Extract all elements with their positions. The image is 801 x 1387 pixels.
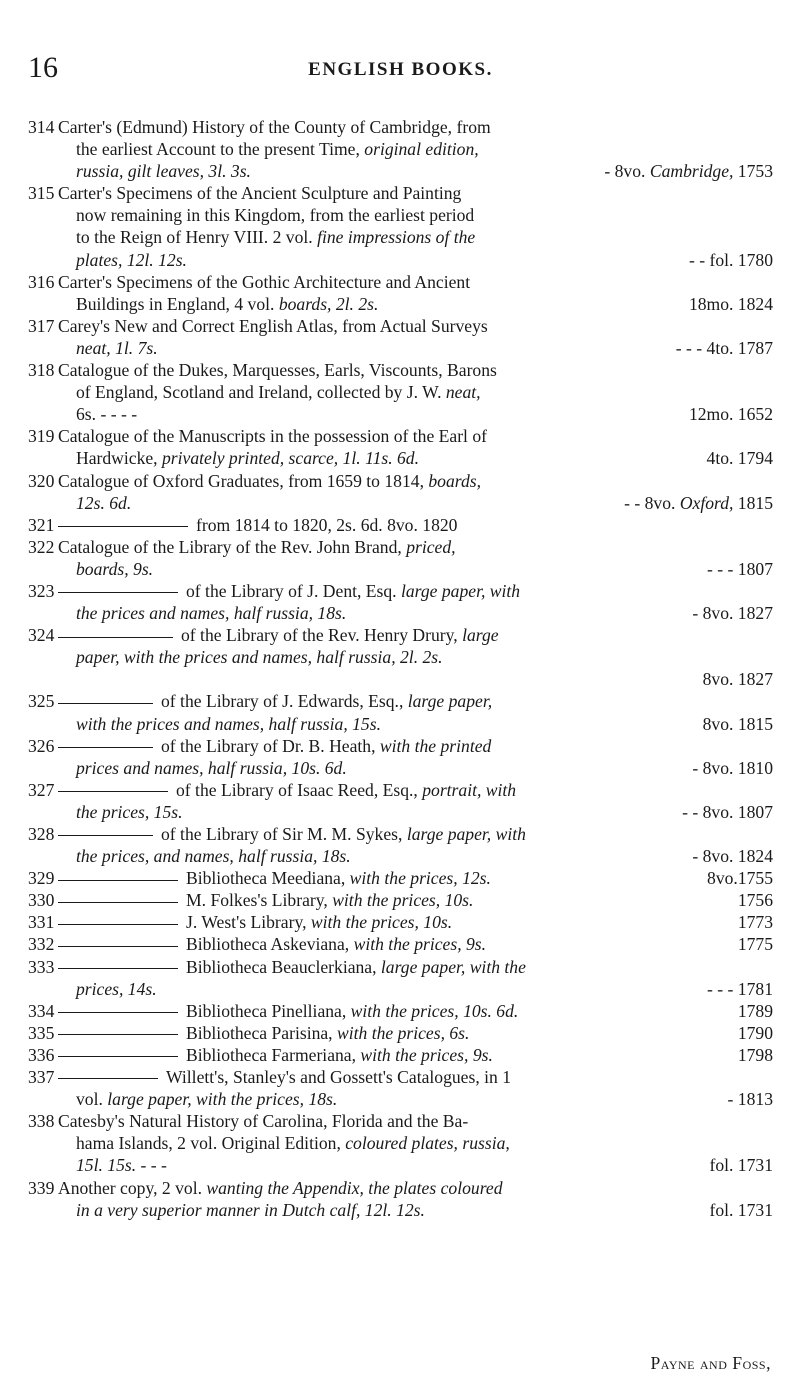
entry-text: Catalogue of the Manuscripts in the possession of the Earl of <box>58 426 488 447</box>
entry-condition: privately printed, scarce, 1l. 11s. 6d. <box>161 448 420 469</box>
entry-year: 1775 <box>737 934 773 955</box>
entry-format: 18mo. 1824 <box>688 293 773 314</box>
entry-number: 317 <box>28 315 55 336</box>
ditto-rule <box>58 1078 158 1079</box>
catalogue-entry <box>28 470 773 514</box>
catalogue-entries <box>28 116 773 1221</box>
entry-place: Cambridge, <box>649 161 734 182</box>
catalogue-entry <box>28 1110 773 1176</box>
entry-condition: fine impressions of the <box>317 227 476 248</box>
entry-number: 314 <box>28 117 55 137</box>
ditto-rule <box>58 924 178 925</box>
ditto-rule <box>58 902 178 903</box>
catalogue-entry <box>28 867 773 889</box>
ditto-rule <box>58 703 153 704</box>
entry-condition: large <box>462 625 499 646</box>
entry-format: fol. 1731 <box>709 1155 773 1176</box>
catalogue-entry <box>28 889 773 911</box>
entry-number: 335 <box>28 1022 55 1043</box>
entry-condition: prices, 14s. <box>76 978 157 999</box>
ditto-rule <box>58 1034 178 1035</box>
entry-text: Catalogue of the Dukes, Marquesses, Earls, Viscounts, Barons <box>58 360 497 381</box>
entry-condition: large paper, with <box>400 580 521 601</box>
entry-year: 1815 <box>733 492 773 513</box>
entry-text: Carter's (Edmund) History of the County of Cambridge, from <box>58 117 491 137</box>
entry-year: 1789 <box>737 1000 773 1021</box>
catalogue-entry <box>28 514 773 536</box>
entry-condition: neat, <box>445 382 481 403</box>
entry-number: 322 <box>28 536 55 557</box>
entry-number: 321 <box>28 514 55 535</box>
entry-format: 8vo. 1827 <box>702 669 773 690</box>
entry-text: Carey's New and Correct English Atlas, from Actual Surveys <box>58 315 488 336</box>
entry-text: - - - <box>140 1155 167 1176</box>
entry-format: 8vo.1755 <box>707 868 773 889</box>
entry-condition: in a very superior manner in Dutch calf, 12l. 12s. <box>76 1199 425 1220</box>
entry-number: 331 <box>28 912 55 933</box>
catalogue-entry <box>28 116 773 182</box>
entry-format: - 8vo. 1824 <box>692 846 773 867</box>
entry-year: 1790 <box>737 1022 773 1043</box>
entry-format: - 8vo. <box>604 161 650 182</box>
entry-text: now remaining in this Kingdom, from the earliest period <box>76 205 475 226</box>
catalogue-entry <box>28 624 773 690</box>
entry-condition: paper, with the prices and names, half russia, 2l. 2s. <box>76 647 443 668</box>
entry-text: M. Folkes's Library, <box>186 890 333 911</box>
entry-format: - - - 1807 <box>707 558 773 579</box>
ditto-rule <box>58 835 153 836</box>
catalogue-entry <box>28 580 773 624</box>
entry-format: - 1813 <box>727 1089 773 1110</box>
catalogue-entry <box>28 956 773 1000</box>
ditto-rule <box>58 592 178 593</box>
entry-number: 327 <box>28 779 55 800</box>
entry-condition: large paper, with <box>406 824 526 844</box>
entry-format: 12mo. 1652 <box>688 404 773 425</box>
ditto-rule <box>58 968 178 969</box>
entry-condition: 15l. 15s. <box>76 1155 137 1176</box>
catalogue-entry <box>28 690 773 734</box>
entry-format: 4to. 1794 <box>706 448 773 469</box>
entry-condition: prices and names, half russia, 10s. 6d. <box>76 757 347 778</box>
entry-condition: portrait, with <box>422 779 517 800</box>
entry-condition: plates, 12l. 12s. <box>76 249 187 270</box>
entry-text: of the Library of Dr. B. Heath, <box>161 735 380 756</box>
entry-format: - - - 1781 <box>707 978 773 999</box>
entry-condition: 12s. 6d. <box>76 492 132 513</box>
entry-text: of the Library of the Rev. Henry Drury, <box>181 625 463 646</box>
entry-year: 1773 <box>737 912 773 933</box>
catalogue-entry <box>28 1044 773 1066</box>
entry-text: the earliest Account to the present Time, <box>76 139 365 160</box>
entry-text: vol. <box>76 1089 108 1110</box>
entry-condition: boards, <box>428 470 482 491</box>
ditto-rule <box>58 791 168 792</box>
ditto-rule <box>58 946 178 947</box>
entry-text: Bibliotheca Parisina, <box>186 1022 337 1043</box>
entry-format: - - 8vo. 1807 <box>682 801 773 822</box>
entry-text: Bibliotheca Askeviana, <box>186 934 354 955</box>
entry-text: Buildings in England, 4 vol. <box>76 293 279 314</box>
catalogue-entry <box>28 271 773 315</box>
entry-year: 1756 <box>737 890 773 911</box>
catalogue-entry <box>28 1000 773 1022</box>
entry-condition: the prices and names, half russia, 18s. <box>76 603 347 624</box>
printer-signature: Payne and Foss, <box>650 1353 771 1373</box>
entry-number: 318 <box>28 360 55 381</box>
ditto-rule <box>58 1012 178 1013</box>
entry-number: 329 <box>28 868 55 889</box>
entry-year: 1798 <box>737 1044 773 1065</box>
running-title: ENGLISH BOOKS. <box>308 59 493 80</box>
entry-condition: coloured plates, russia, <box>345 1133 510 1154</box>
entry-condition: with the prices, 12s. <box>349 868 491 889</box>
entry-text: Carter's Specimens of the Ancient Sculpture and Painting <box>58 183 462 204</box>
entry-text: Catalogue of Oxford Graduates, from 1659 to 1814, <box>58 470 429 491</box>
entry-text: Catalogue of the Library of the Rev. John Brand, <box>58 536 407 557</box>
entry-text: Carter's Specimens of the Gothic Architecture and Ancient <box>58 271 471 292</box>
page-number: 16 <box>28 51 58 84</box>
entry-format: - 8vo. 1827 <box>692 603 773 624</box>
entry-condition: with the printed <box>379 735 492 756</box>
entry-number: 323 <box>28 580 55 601</box>
entry-format: - - fol. 1780 <box>688 249 773 270</box>
entry-text: J. West's Library, <box>186 912 311 933</box>
entry-text: of the Library of Sir M. M. Sykes, <box>161 824 407 844</box>
entry-text: of the Library of Isaac Reed, Esq., <box>176 779 423 800</box>
entry-number: 337 <box>28 1067 55 1088</box>
entry-number: 336 <box>28 1044 55 1065</box>
ditto-rule <box>58 880 178 881</box>
entry-condition: boards, 9s. <box>76 558 154 579</box>
entry-text: Another copy, 2 vol. <box>58 1177 207 1198</box>
entry-condition: russia, gilt leaves, 3l. 3s. <box>76 161 251 182</box>
entry-format: - 8vo. 1810 <box>692 757 773 778</box>
entry-text: to the Reign of Henry VIII. 2 vol. <box>76 227 318 248</box>
catalogue-entry <box>28 1177 773 1221</box>
entry-number: 326 <box>28 735 55 756</box>
entry-condition: large paper, with the prices, 18s. <box>107 1089 338 1110</box>
entry-condition: the prices, 15s. <box>76 801 183 822</box>
entry-condition: priced, <box>406 536 456 557</box>
entry-number: 315 <box>28 183 55 204</box>
entry-number: 324 <box>28 625 55 646</box>
entry-number: 339 <box>28 1177 55 1198</box>
entry-text: Catesby's Natural History of Carolina, Florida and the Ba- <box>58 1111 469 1132</box>
entry-text: from 1814 to 1820, 2s. 6d. 8vo. 1820 <box>196 514 458 535</box>
entry-condition: with the prices, 10s. <box>310 912 453 933</box>
entry-text: of the Library of J. Edwards, Esq., <box>161 691 408 712</box>
entry-number: 333 <box>28 956 55 977</box>
catalogue-entry <box>28 359 773 425</box>
ditto-rule <box>58 1056 178 1057</box>
entry-number: 334 <box>28 1000 55 1021</box>
entry-year: 1753 <box>733 161 773 182</box>
catalogue-entry <box>28 536 773 580</box>
entry-condition: with the prices, 9s. <box>353 934 487 955</box>
entry-condition: with the prices, 10s. 6d. <box>350 1000 519 1021</box>
entry-condition: wanting the Appendix, the plates coloured <box>206 1177 503 1198</box>
catalogue-entry <box>28 315 773 359</box>
entry-condition: with the prices, 10s. <box>332 890 474 911</box>
catalogue-entry <box>28 1022 773 1044</box>
catalogue-entry <box>28 182 773 270</box>
entry-condition: large paper, with the <box>380 956 526 977</box>
entry-format: fol. 1731 <box>709 1199 773 1220</box>
entry-number: 325 <box>28 691 55 712</box>
ditto-rule <box>58 637 173 638</box>
entry-text: Hardwicke, <box>76 448 162 469</box>
page-header <box>0 48 801 88</box>
catalogue-entry <box>28 779 773 823</box>
entry-place: Oxford, <box>679 492 734 513</box>
entry-text: Bibliotheca Pinelliana, <box>186 1000 351 1021</box>
entry-condition: the prices, and names, half russia, 18s. <box>76 846 351 867</box>
entry-number: 330 <box>28 890 55 911</box>
entry-number: 316 <box>28 271 55 292</box>
entry-number: 320 <box>28 470 55 491</box>
entry-condition: with the prices, 6s. <box>336 1022 470 1043</box>
entry-format: - - 8vo. <box>624 492 680 513</box>
entry-condition: neat, 1l. 7s. <box>76 337 158 358</box>
entry-number: 338 <box>28 1111 55 1132</box>
entry-text: of the Library of J. Dent, Esq. <box>186 580 401 601</box>
entry-text: Bibliotheca Beauclerkiana, <box>186 956 381 977</box>
catalogue-entry <box>28 735 773 779</box>
entry-number: 319 <box>28 426 55 447</box>
entry-text: of England, Scotland and Ireland, collected by J. W. <box>76 382 446 403</box>
catalogue-entry <box>28 425 773 469</box>
catalogue-entry <box>28 1066 773 1110</box>
entry-text: Bibliotheca Meediana, <box>186 868 350 889</box>
entry-text: 6s. - - - - <box>76 404 138 425</box>
entry-condition: with the prices and names, half russia, 15s. <box>76 713 381 734</box>
entry-number: 328 <box>28 824 55 844</box>
entry-number: 332 <box>28 934 55 955</box>
entry-condition: boards, 2l. 2s. <box>278 293 379 314</box>
entry-text: Willett's, Stanley's and Gossett's Catalogues, in 1 <box>166 1067 512 1088</box>
entry-format: 8vo. 1815 <box>702 713 773 734</box>
entry-text: Bibliotheca Farmeriana, <box>186 1044 361 1065</box>
ditto-rule <box>58 526 188 527</box>
entry-text: hama Islands, 2 vol. Original Edition, <box>76 1133 346 1154</box>
catalogue-entry <box>28 823 773 867</box>
entry-condition: with the prices, 9s. <box>360 1044 493 1065</box>
entry-condition: original edition, <box>364 139 479 160</box>
ditto-rule <box>58 747 153 748</box>
catalogue-entry <box>28 911 773 933</box>
catalogue-entry <box>28 933 773 955</box>
entry-condition: large paper, <box>407 691 493 712</box>
entry-format: - - - 4to. 1787 <box>675 337 773 358</box>
